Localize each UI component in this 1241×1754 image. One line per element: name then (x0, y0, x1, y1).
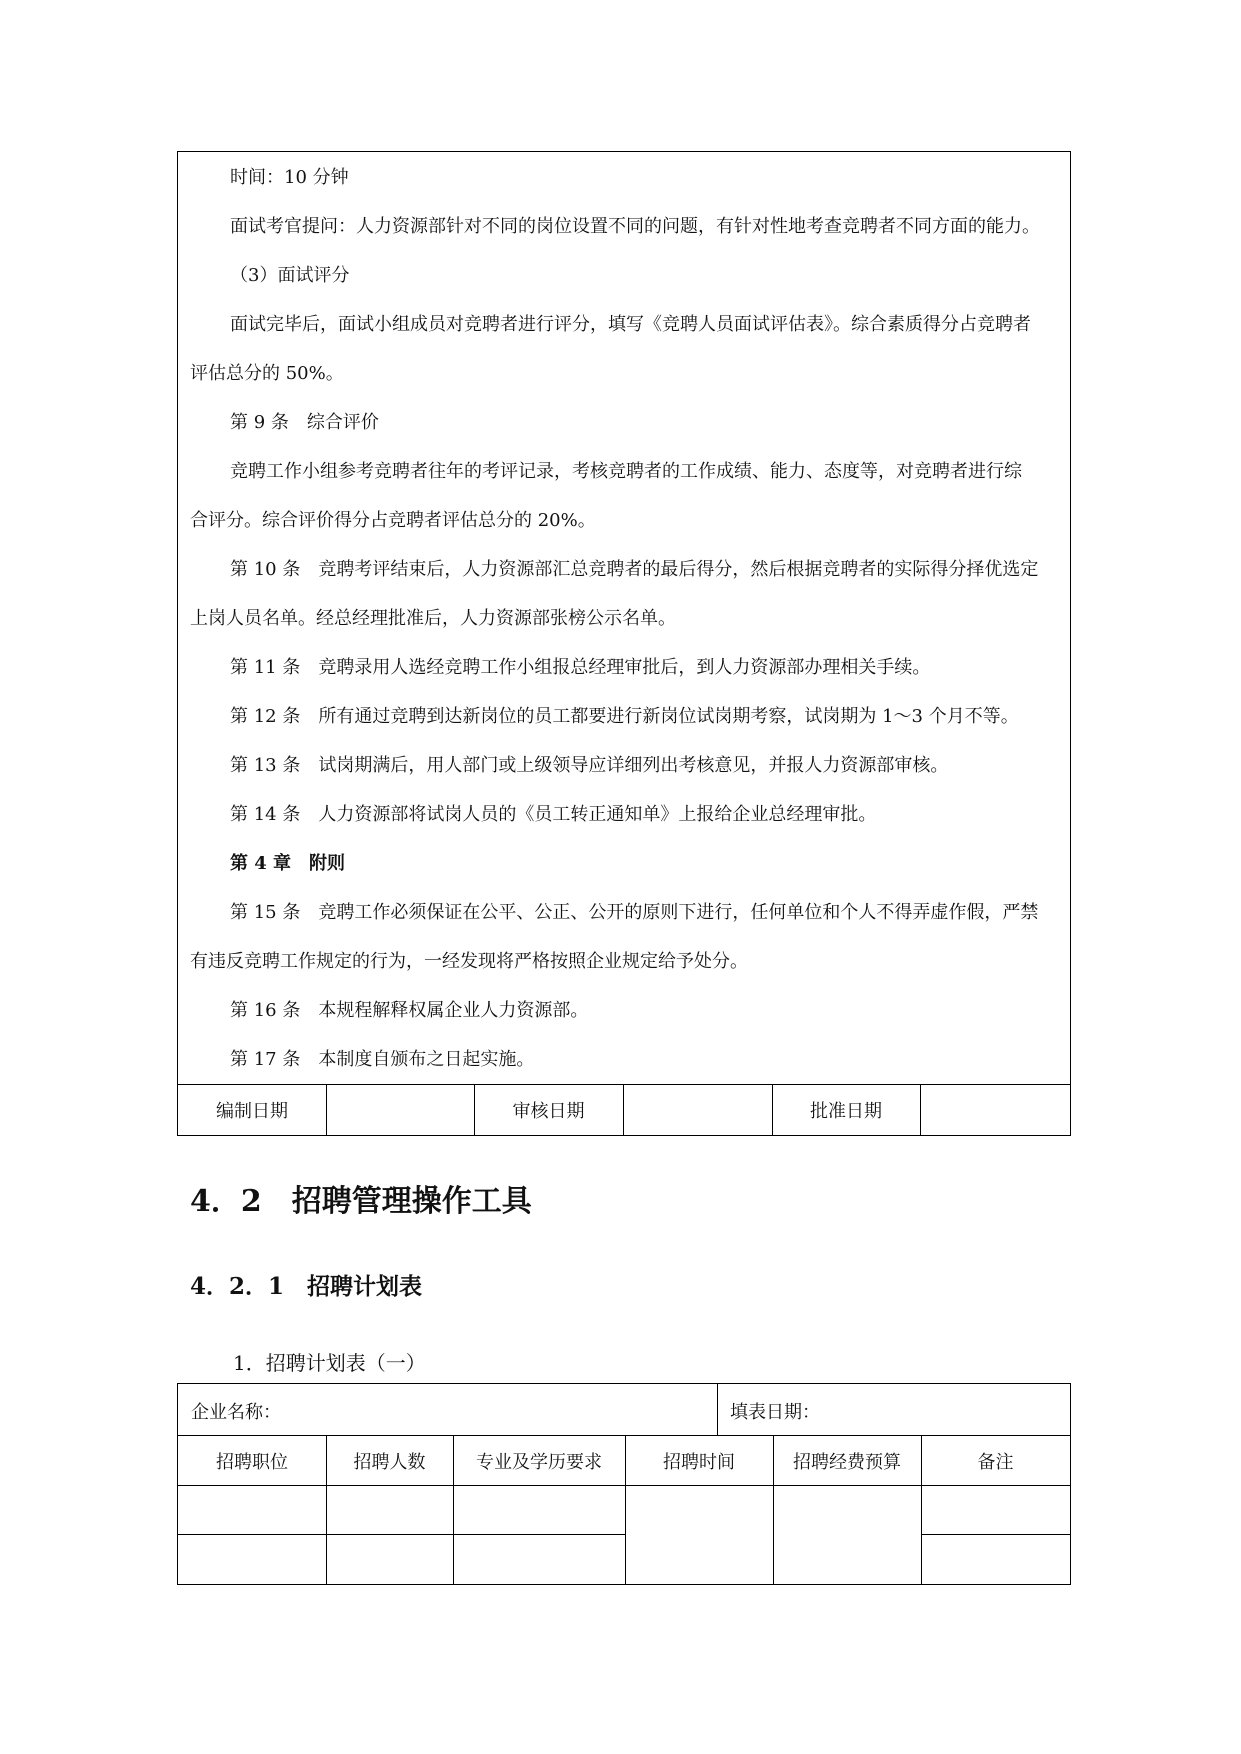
row-divider (921, 1534, 1070, 1535)
header-position: 招聘职位 (216, 1451, 288, 1473)
regulation-content (178, 152, 1070, 1085)
compile-date-label: 编制日期 (216, 1101, 288, 1122)
cell-divider (717, 1384, 718, 1435)
interview-questions-line: 面试考官提问：人力资源部针对不同的岗位设置不同的问题，有针对性地考查竞聘者不同方面的能力。 (230, 216, 1040, 237)
fill-date-label: 填表日期： (730, 1402, 820, 1423)
article-9-line-2: 合评分。综合评价得分占竞聘者评估总分的 20%。 (190, 510, 596, 531)
column-divider (625, 1435, 626, 1584)
column-divider (453, 1435, 454, 1584)
column-divider (921, 1435, 922, 1584)
header-education: 专业及学历要求 (476, 1451, 602, 1473)
header-time: 招聘时间 (663, 1451, 735, 1473)
chapter-4-heading: 第 4 章 附则 (230, 853, 346, 874)
article-10-line-2: 上岗人员名单。经总经理批准后，人力资源部张榜公示名单。 (190, 608, 676, 629)
review-date-label: 审核日期 (512, 1101, 585, 1122)
article-10-line-1: 第 10 条 竞聘考评结束后，人力资源部汇总竞聘者的最后得分，然后根据竞聘者的实际得分择优选定 (230, 559, 1039, 580)
review-date-value[interactable] (623, 1085, 772, 1135)
article-12-line: 第 12 条 所有通过竞聘到达新岗位的员工都要进行新岗位试岗期考察，试岗期为 1～3 个月不等。 (230, 706, 1019, 727)
interview-scoring-line-2: 评估总分的 50%。 (190, 363, 344, 384)
signature-row (178, 1084, 1070, 1135)
column-divider (326, 1435, 327, 1584)
article-11-line: 第 11 条 竞聘录用人选经竞聘工作小组报总经理审批后，到人力资源部办理相关手续。 (230, 657, 931, 678)
article-17-line: 第 17 条 本制度自颁布之日起实施。 (230, 1049, 535, 1070)
article-9-line-1: 竞聘工作小组参考竞聘者往年的考评记录，考核竞聘者的工作成绩、能力、态度等，对竞聘者进行综 (230, 461, 1022, 482)
column-divider (773, 1435, 774, 1584)
article-9-heading: 第 9 条 综合评价 (230, 412, 379, 433)
article-13-line: 第 13 条 试岗期满后，用人部门或上级领导应详细列出考核意见，并报人力资源部审核。 (230, 755, 949, 776)
compile-date-value[interactable] (326, 1085, 474, 1135)
company-name-label: 企业名称： (191, 1402, 281, 1423)
interview-scoring-heading: （3）面试评分 (230, 265, 350, 286)
approve-date-value[interactable] (920, 1085, 1070, 1135)
article-15-line-2: 有违反竞聘工作规定的行为，一经发现将严格按照企业规定给予处分。 (190, 951, 748, 972)
row-divider (178, 1534, 625, 1535)
table-title: 1．招聘计划表（一） (233, 1351, 426, 1375)
approve-date-label: 批准日期 (810, 1101, 882, 1122)
interview-time-line: 时间：10 分钟 (230, 167, 349, 188)
header-headcount: 招聘人数 (353, 1451, 426, 1473)
section-title: 4．2 招聘管理操作工具 (190, 1184, 532, 1219)
interview-scoring-line-1: 面试完毕后，面试小组成员对竞聘者进行评分，填写《竞聘人员面试评估表》。综合素质得分占竞聘者 (230, 314, 1031, 335)
row-divider (178, 1485, 1070, 1486)
regulation-text-box (177, 151, 1071, 1136)
article-16-line: 第 16 条 本规程解释权属企业人力资源部。 (230, 1000, 589, 1021)
subsection-title: 4．2．1 招聘计划表 (190, 1273, 423, 1300)
header-remarks: 备注 (977, 1451, 1014, 1473)
article-15-line-1: 第 15 条 竞聘工作必须保证在公平、公正、公开的原则下进行，任何单位和个人不得弄虚作假，严禁 (230, 902, 1039, 923)
recruitment-plan-table (177, 1383, 1071, 1585)
header-budget: 招聘经费预算 (793, 1451, 901, 1473)
article-14-line: 第 14 条 人力资源部将试岗人员的《员工转正通知单》上报给企业总经理审批。 (230, 804, 877, 825)
